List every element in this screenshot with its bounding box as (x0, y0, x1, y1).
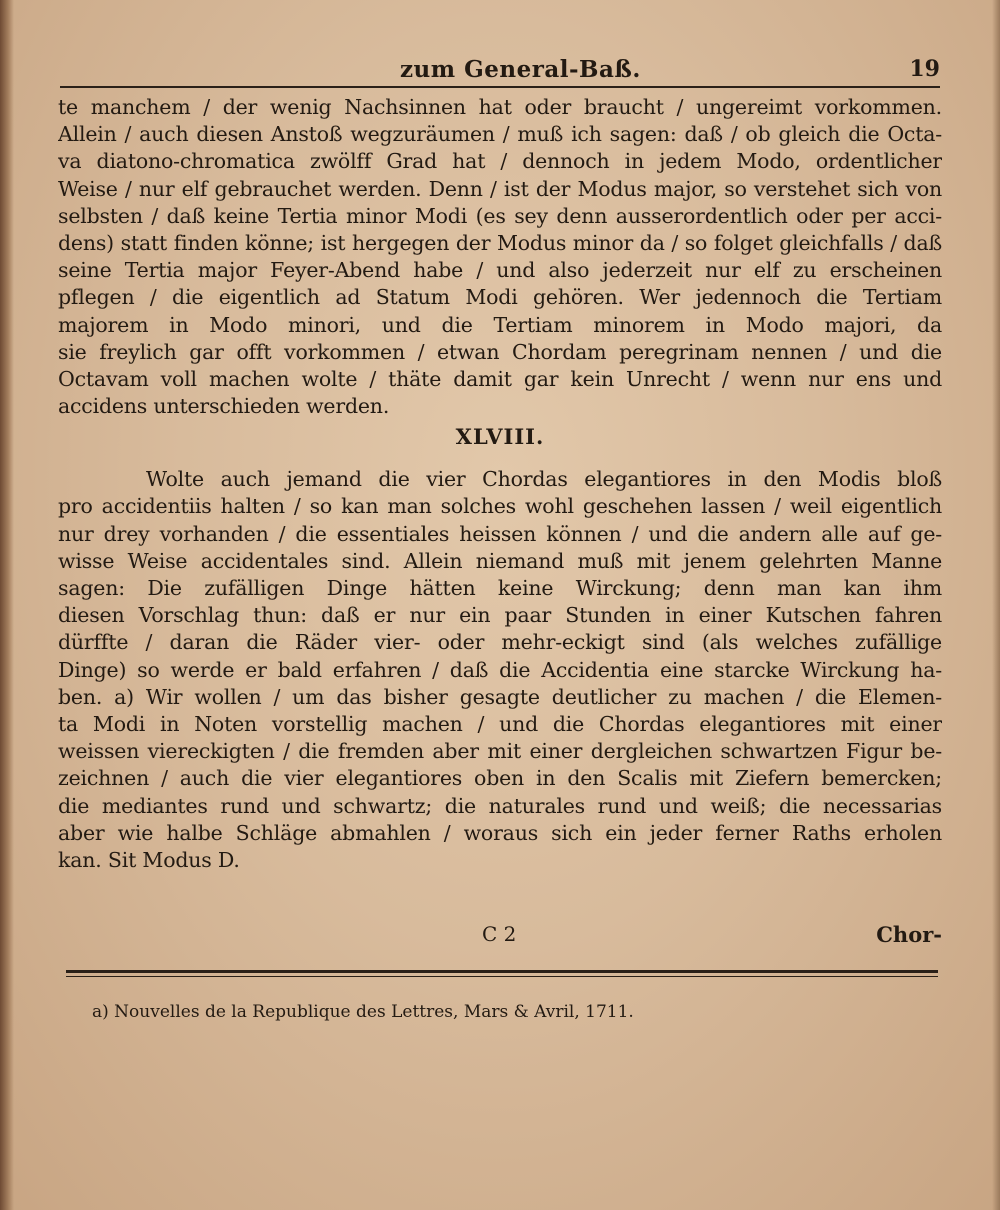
signature-mark: C 2 (482, 922, 517, 946)
text-line: diesen Vorschlag thun: daß er nur ein paar Stunden in einer Kutschen fahren (58, 603, 942, 628)
text-line: Wolte auch jemand die vier Chordas elegantiores in den Modis bloß (146, 467, 942, 492)
text-line: nur drey vorhanden / die essentiales heissen können / und die andern alle auf ge- (58, 521, 942, 546)
text-line: aber wie halbe Schläge abmahlen / woraus sich ein jeder ferner Raths erholen (58, 820, 942, 845)
text-line: die mediantes rund und schwartz; die naturales rund und weiß; die necessarias (58, 793, 942, 818)
text-line: kan. Sit Modus D. (58, 847, 240, 872)
page-gutter-shadow (0, 0, 14, 1210)
text-line: wisse Weise accidentales sind. Allein niemand muß mit jenem gelehrten Manne (58, 548, 942, 573)
text-line: pro accidentiis halten / so kan man solches wohl geschehen lassen / weil eigentlich (58, 494, 942, 519)
text-line: pflegen / die eigentlich ad Statum Modi gehören. Wer jedennoch die Tertiam (58, 285, 942, 310)
running-title: zum General-Baß. (400, 56, 641, 83)
catchword: Chor- (876, 922, 942, 947)
footnote-rule (66, 970, 938, 973)
page-number: 19 (909, 56, 940, 82)
text-line: seine Tertia major Feyer-Abend habe / und also jederzeit nur elf zu erscheinen (58, 258, 942, 283)
text-line: sie freylich gar offt vorkommen / etwan Chordam peregrinam nennen / und die (58, 339, 942, 364)
text-line: selbsten / daß keine Tertia minor Modi (es sey denn ausserordentlich oder per acci- (58, 203, 942, 228)
text-line: te manchem / der wenig Nachsinnen hat oder braucht / ungereimt vorkommen. (58, 95, 942, 119)
text-line: sagen: Die zufälligen Dinge hätten keine Wirckung; denn man kan ihm (58, 576, 942, 600)
text-line: majorem in Modo minori, und die Tertiam minorem in Modo majori, da (58, 312, 942, 337)
body-text (58, 94, 942, 874)
text-line: weissen viereckigten / die fremden aber mit einer dergleichen schwartzen Figur be- (58, 739, 942, 764)
text-line: Octavam voll machen wolte / thäte damit gar kein Unrecht / wenn nur ens und (58, 366, 942, 391)
text-line: Allein / auch diesen Anstoß wegzuräumen / muß ich sagen: daß / ob gleich die Octa- (58, 122, 942, 147)
header-rule (60, 86, 940, 88)
text-line: Dinge) so werde er bald erfahren / daß die Accidentia eine starcke Wirckung ha- (58, 657, 942, 682)
page-edge-shadow (992, 0, 1000, 1210)
text-line: va diatono-chromatica zwölff Grad hat / dennoch in jedem Modo, ordentlicher (58, 149, 942, 174)
text-line: ben. a) Wir wollen / um das bisher gesagte deutlicher zu machen / die Elemen- (58, 684, 942, 709)
text-line: accidens unterschieden werden. (58, 394, 390, 419)
section-heading: XLVIII. (455, 424, 545, 450)
text-line: ta Modi in Noten vorstellig machen / und die Chordas elegantiores mit einer (58, 711, 942, 736)
text-line: zeichnen / auch die vier elegantiores oben in den Scalis mit Ziefern bemercken; (58, 766, 942, 791)
page-header (60, 56, 940, 86)
catchline (58, 922, 942, 952)
text-line: dürffte / daran die Räder vier- oder mehr-eckigt sind (als welches zufällige (58, 630, 942, 655)
footnote-rule-thin (66, 976, 938, 977)
text-line: dens) statt finden könne; ist hergegen der Modus minor da / so folget gleichfalls / daß (58, 230, 942, 255)
text-line: Weise / nur elf gebrauchet werden. Denn / ist der Modus major, so verstehet sich von (58, 176, 942, 201)
footnote: a) Nouvelles de la Republique des Lettres, Mars & Avril, 1711. (92, 1002, 634, 1022)
